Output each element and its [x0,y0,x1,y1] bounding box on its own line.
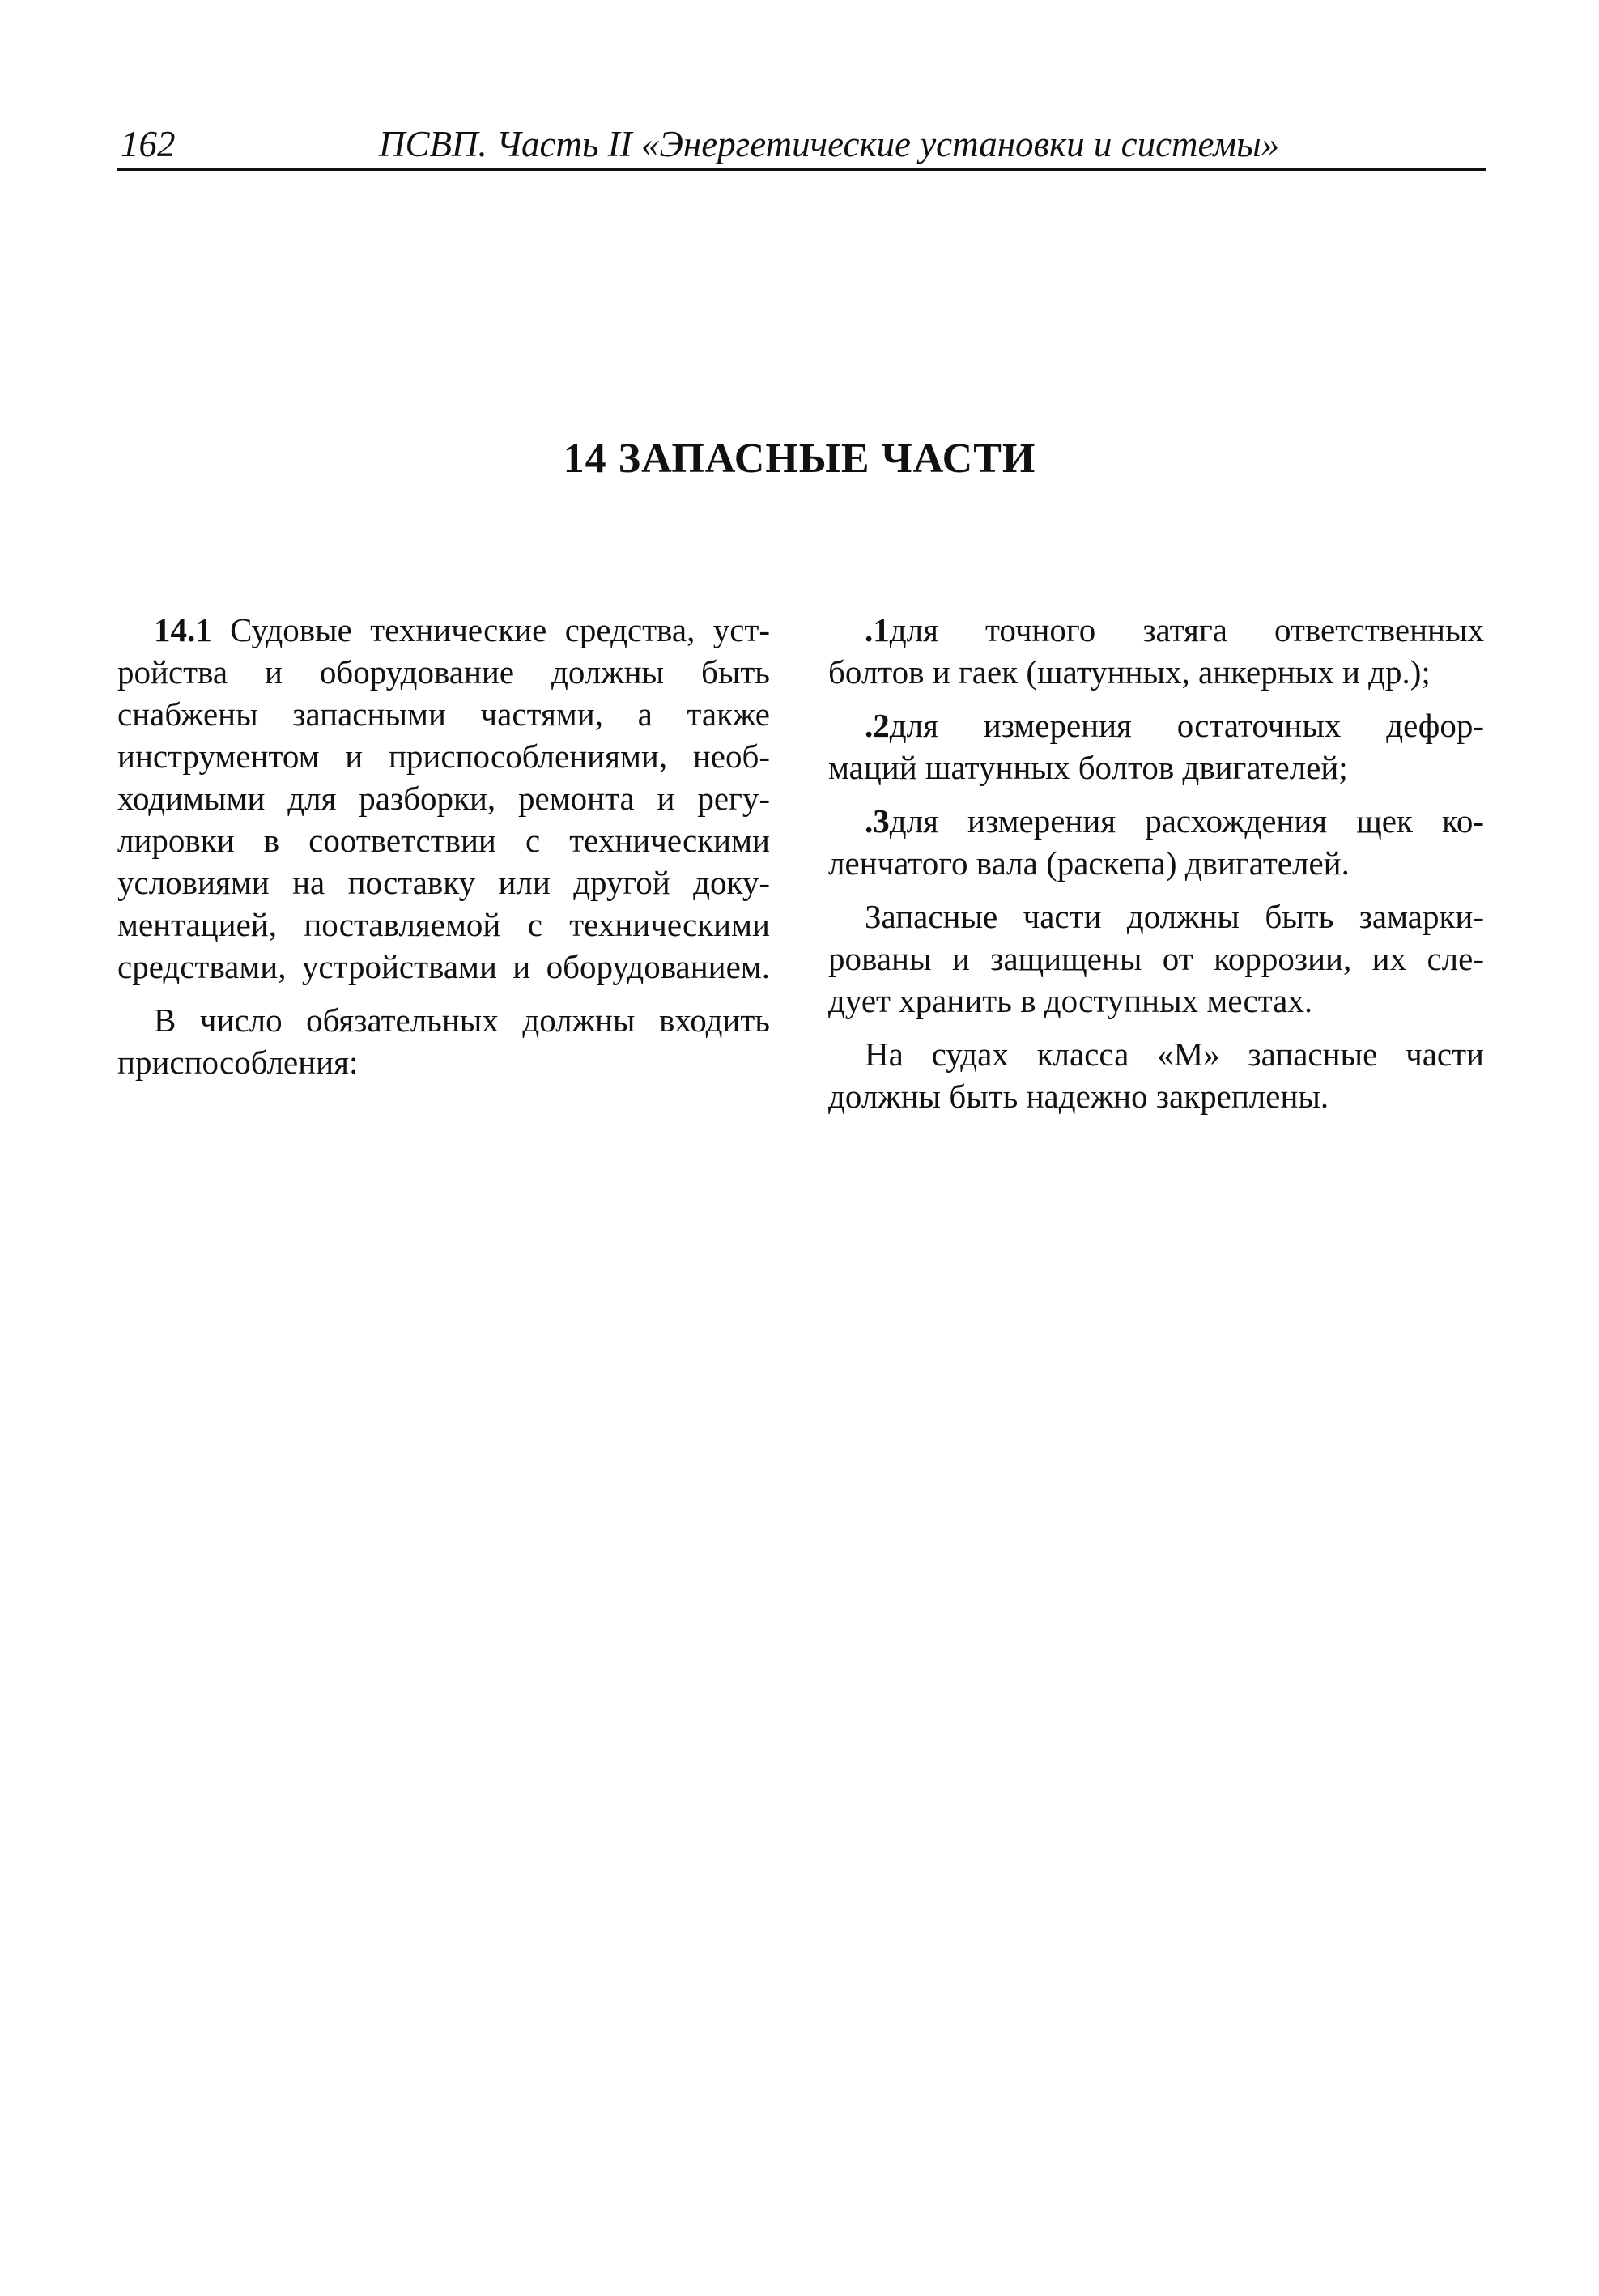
paragraph-line: должны быть надежно закреплены. [828,1078,1329,1115]
paragraph-line: .3для измерения расхождения щек ко- [865,802,1484,840]
page-header [117,120,1486,171]
page-number: 162 [121,124,176,164]
paragraph-line: .2для измерения остаточных дефор- [865,707,1484,744]
paragraph-line: болтов и гаек (шатунных, анкерных и др.); [828,653,1431,691]
clause-number: 14.1 [154,611,212,648]
paragraph-line: ментацией, поставляемой с техническими [117,906,770,943]
paragraph-line: инструментом и приспособлениями, необ- [117,738,770,775]
paragraph-line: лировки в соответствии с техническими [117,822,770,859]
paragraph-line: снабжены запасными частями, а также [117,695,770,733]
list-item-2 [828,704,1484,789]
item-number: .1 [865,611,890,648]
paragraph-line: средствами, устройствами и оборудованием. [117,948,770,985]
paragraph-line: Запасные части должны быть замарки- [865,898,1484,935]
paragraph-line: приспособления: [117,1044,359,1081]
paragraph-line: В число обязательных должны входить [154,1001,770,1039]
left-column [117,609,770,1095]
paragraph-line: рованы и защищены от коррозии, их сле- [828,940,1484,977]
running-title: ПСВП. Часть II «Энергетические установки и системы» [379,124,1280,164]
paragraph-line: дует хранить в доступных местах. [828,982,1313,1019]
chapter-title: 14 ЗАПАСНЫЕ ЧАСТИ [563,436,1036,482]
paragraph-line: На судах класса «М» запасные части [865,1035,1484,1073]
paragraph-class-m [828,1033,1484,1117]
item-number: .3 [865,802,890,840]
paragraph-mandatory-devices [117,999,770,1083]
list-item-3 [828,800,1484,884]
list-item-1 [828,609,1484,693]
paragraph-marking [828,895,1484,1022]
paragraph-14-1 [117,609,770,988]
paragraph-line: ходимыми для разборки, ремонта и регу- [117,780,770,817]
paragraph-line: .1для точного затяга ответственных [865,611,1484,648]
right-column [828,609,1484,1129]
paragraph-line: ройства и оборудование должны быть [117,653,770,691]
paragraph-line: условиями на поставку или другой доку- [117,864,770,901]
paragraph-line: ленчатого вала (раскепа) двигателей. [828,844,1350,882]
paragraph-line: маций шатунных болтов двигателей; [828,749,1348,786]
paragraph-line: 14.1 Судовые технические средства, уст- [154,611,770,648]
item-number: .2 [865,707,890,744]
